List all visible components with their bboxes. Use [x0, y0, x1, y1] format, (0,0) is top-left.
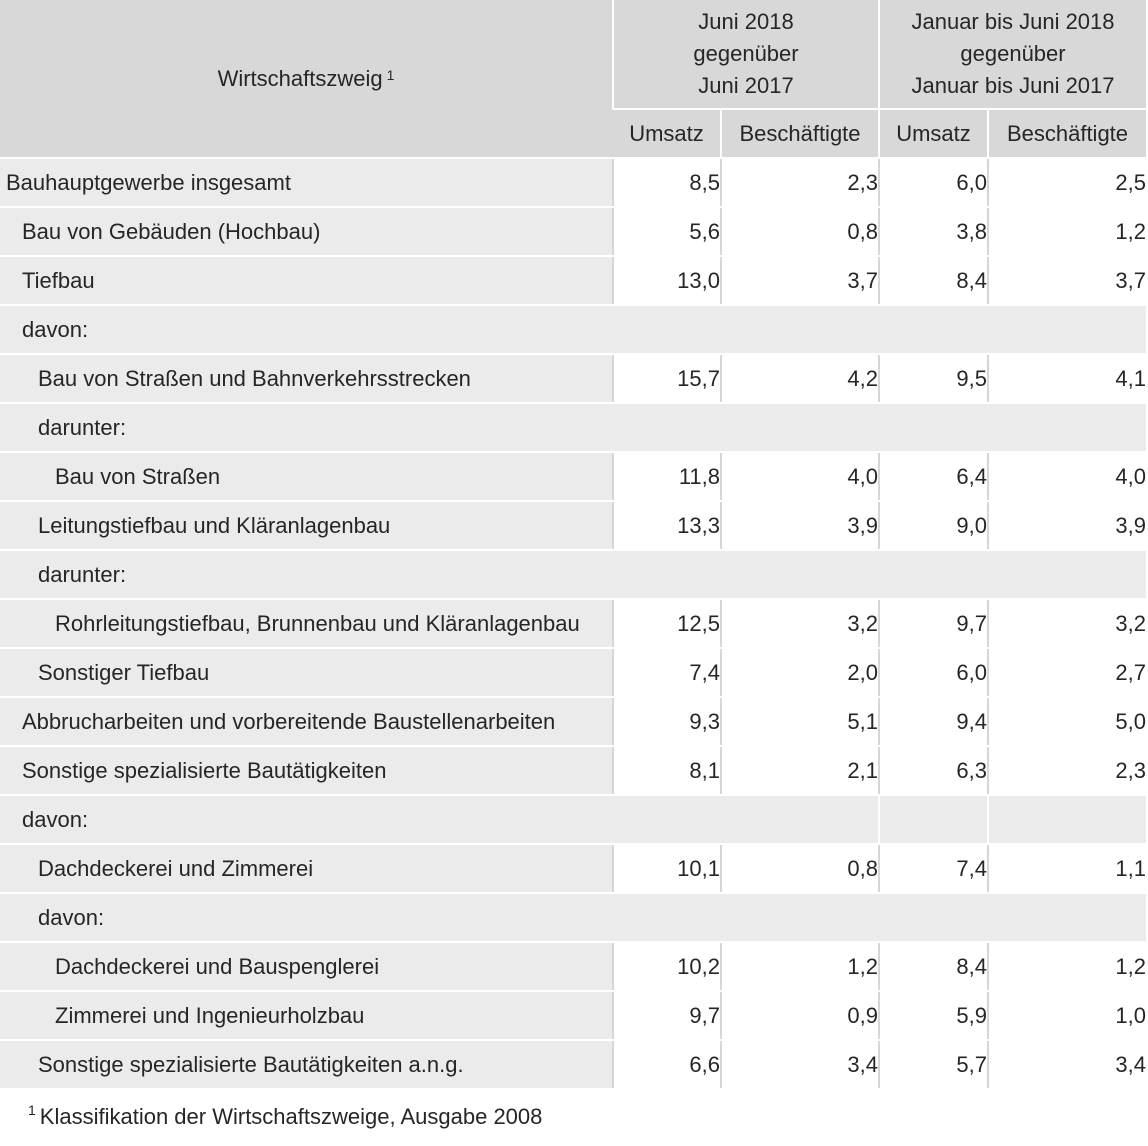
- umsatz-header: Umsatz: [879, 109, 988, 158]
- umsatz-header: Umsatz: [613, 109, 721, 158]
- branch-name-cell: Dachdeckerei und Bauspenglerei: [0, 942, 613, 991]
- empty-cell: [613, 893, 1146, 942]
- beschaeftigte-jan-jun-cell: 4,1: [988, 354, 1146, 403]
- table-subheading-row: [0, 893, 1146, 942]
- umsatz-jan-jun-cell: 9,4: [879, 697, 988, 746]
- branch-name-cell: davon:: [0, 795, 613, 844]
- beschaeftigte-june-cell: 4,2: [721, 354, 879, 403]
- branch-name-cell: Rohrleitungstiefbau, Brunnenbau und Kläranlagenbau: [0, 599, 613, 648]
- table-row: [0, 1040, 1146, 1089]
- umsatz-june-cell: 12,5: [613, 599, 721, 648]
- branch-name-cell: Leitungstiefbau und Kläranlagenbau: [0, 501, 613, 550]
- group-header-line: Januar bis Juni 2017: [911, 73, 1115, 98]
- beschaeftigte-june-cell: 4,0: [721, 452, 879, 501]
- umsatz-jan-jun-cell: 9,7: [879, 599, 988, 648]
- beschaeftigte-june-cell: 0,8: [721, 844, 879, 893]
- empty-cell: [613, 403, 1146, 452]
- beschaeftigte-jan-jun-cell: 1,2: [988, 942, 1146, 991]
- footnote-mark: 1: [28, 1102, 36, 1118]
- group-header-line: Juni 2018: [698, 9, 794, 34]
- table-row: [0, 599, 1146, 648]
- beschaeftigte-jan-jun-cell: 3,2: [988, 599, 1146, 648]
- beschaeftigte-jan-jun-cell: 2,5: [988, 158, 1146, 207]
- empty-cell: [613, 550, 1146, 599]
- umsatz-jan-jun-cell: 5,7: [879, 1040, 988, 1089]
- umsatz-jan-jun-cell: 6,4: [879, 452, 988, 501]
- umsatz-jan-jun-cell: 8,4: [879, 942, 988, 991]
- umsatz-june-cell: 5,6: [613, 207, 721, 256]
- empty-cell: [613, 305, 1146, 354]
- table-row: [0, 501, 1146, 550]
- beschaeftigte-june-cell: 3,4: [721, 1040, 879, 1089]
- umsatz-june-cell: 15,7: [613, 354, 721, 403]
- table-subheading-row: [0, 550, 1146, 599]
- beschaeftigte-jan-jun-cell: 3,4: [988, 1040, 1146, 1089]
- branch-header-label: Wirtschaftszweig: [217, 65, 383, 91]
- table-subheading-row: [0, 403, 1146, 452]
- branch-name-cell: Sonstige spezialisierte Bautätigkeiten: [0, 746, 613, 795]
- branch-name-cell: Bau von Straßen: [0, 452, 613, 501]
- branch-name-cell: Dachdeckerei und Zimmerei: [0, 844, 613, 893]
- table-row: [0, 844, 1146, 893]
- umsatz-june-cell: 10,1: [613, 844, 721, 893]
- beschaeftigte-june-cell: 2,3: [721, 158, 879, 207]
- group-header-line: Juni 2017: [698, 73, 794, 98]
- table-header: [0, 0, 1146, 158]
- branch-name-cell: Abbrucharbeiten und vorbereitende Baustellenarbeiten: [0, 697, 613, 746]
- umsatz-jan-jun-cell: 9,5: [879, 354, 988, 403]
- umsatz-jan-jun-cell: 5,9: [879, 991, 988, 1040]
- beschaeftigte-june-cell: 3,2: [721, 599, 879, 648]
- umsatz-june-cell: 13,0: [613, 256, 721, 305]
- umsatz-jan-jun-cell: 3,8: [879, 207, 988, 256]
- umsatz-june-cell: 7,4: [613, 648, 721, 697]
- branch-column-header: [0, 0, 613, 158]
- branch-name-cell: darunter:: [0, 403, 613, 452]
- umsatz-jan-jun-cell: 6,0: [879, 158, 988, 207]
- umsatz-jan-jun-cell: 8,4: [879, 256, 988, 305]
- branch-name-cell: Bauhauptgewerbe insgesamt: [0, 158, 613, 207]
- branch-name-cell: Tiefbau: [0, 256, 613, 305]
- table-row: [0, 158, 1146, 207]
- branch-name-cell: davon:: [0, 893, 613, 942]
- beschaeftigte-june-cell: 3,9: [721, 501, 879, 550]
- empty-cell: [613, 795, 879, 844]
- branch-name-cell: davon:: [0, 305, 613, 354]
- table-row: [0, 697, 1146, 746]
- umsatz-june-cell: 8,1: [613, 746, 721, 795]
- group-header-line: gegenüber: [960, 41, 1066, 66]
- beschaeftigte-jan-jun-cell: 1,0: [988, 991, 1146, 1040]
- umsatz-jan-jun-cell: 7,4: [879, 844, 988, 893]
- beschaeftigte-june-cell: 1,2: [721, 942, 879, 991]
- umsatz-jan-jun-cell: 6,3: [879, 746, 988, 795]
- umsatz-june-cell: 9,3: [613, 697, 721, 746]
- group-header-january-to-june: [879, 0, 1146, 109]
- umsatz-june-cell: 10,2: [613, 942, 721, 991]
- beschaeftigte-june-cell: 3,7: [721, 256, 879, 305]
- beschaeftigte-header: Beschäftigte: [721, 109, 879, 158]
- umsatz-june-cell: 8,5: [613, 158, 721, 207]
- footnote-text: Klassifikation der Wirtschaftszweige, Ausgabe 2008: [39, 1104, 543, 1129]
- table-row: [0, 256, 1146, 305]
- footnote-mark: 1: [386, 66, 395, 83]
- group-header-june: [613, 0, 879, 109]
- branch-name-cell: darunter:: [0, 550, 613, 599]
- umsatz-june-cell: 9,7: [613, 991, 721, 1040]
- table-row: [0, 746, 1146, 795]
- group-header-line: gegenüber: [693, 41, 799, 66]
- beschaeftigte-jan-jun-cell: 5,0: [988, 697, 1146, 746]
- beschaeftigte-jan-jun-cell: 2,7: [988, 648, 1146, 697]
- beschaeftigte-jan-jun-cell: 2,3: [988, 746, 1146, 795]
- beschaeftigte-jan-jun-cell: 4,0: [988, 452, 1146, 501]
- table-subheading-row: [0, 305, 1146, 354]
- group-header-line: Januar bis Juni 2018: [911, 9, 1115, 34]
- umsatz-june-cell: 6,6: [613, 1040, 721, 1089]
- umsatz-june-cell: 11,8: [613, 452, 721, 501]
- branch-name-cell: Bau von Gebäuden (Hochbau): [0, 207, 613, 256]
- table-row: [0, 207, 1146, 256]
- beschaeftigte-june-cell: 2,1: [721, 746, 879, 795]
- footnote: [0, 1104, 1148, 1130]
- table-row: [0, 942, 1146, 991]
- umsatz-jan-jun-cell: 9,0: [879, 501, 988, 550]
- table-subheading-row: [0, 795, 1146, 844]
- branch-name-cell: Sonstige spezialisierte Bautätigkeiten a.n.g.: [0, 1040, 613, 1089]
- table-row: [0, 991, 1146, 1040]
- beschaeftigte-jan-jun-cell: 1,1: [988, 844, 1146, 893]
- beschaeftigte-june-cell: 2,0: [721, 648, 879, 697]
- table-row: [0, 354, 1146, 403]
- beschaeftigte-header: Beschäftigte: [988, 109, 1146, 158]
- beschaeftigte-june-cell: 0,9: [721, 991, 879, 1040]
- beschaeftigte-jan-jun-cell: 1,2: [988, 207, 1146, 256]
- beschaeftigte-jan-jun-cell: 3,9: [988, 501, 1146, 550]
- umsatz-june-cell: 13,3: [613, 501, 721, 550]
- empty-cell: [879, 795, 988, 844]
- umsatz-jan-jun-cell: 6,0: [879, 648, 988, 697]
- beschaeftigte-jan-jun-cell: 3,7: [988, 256, 1146, 305]
- table-body: [0, 158, 1146, 1089]
- branch-name-cell: Zimmerei und Ingenieurholzbau: [0, 991, 613, 1040]
- branch-name-cell: Bau von Straßen und Bahnverkehrsstrecken: [0, 354, 613, 403]
- beschaeftigte-june-cell: 5,1: [721, 697, 879, 746]
- empty-cell: [988, 795, 1146, 844]
- table-row: [0, 452, 1146, 501]
- branch-name-cell: Sonstiger Tiefbau: [0, 648, 613, 697]
- beschaeftigte-june-cell: 0,8: [721, 207, 879, 256]
- table-row: [0, 648, 1146, 697]
